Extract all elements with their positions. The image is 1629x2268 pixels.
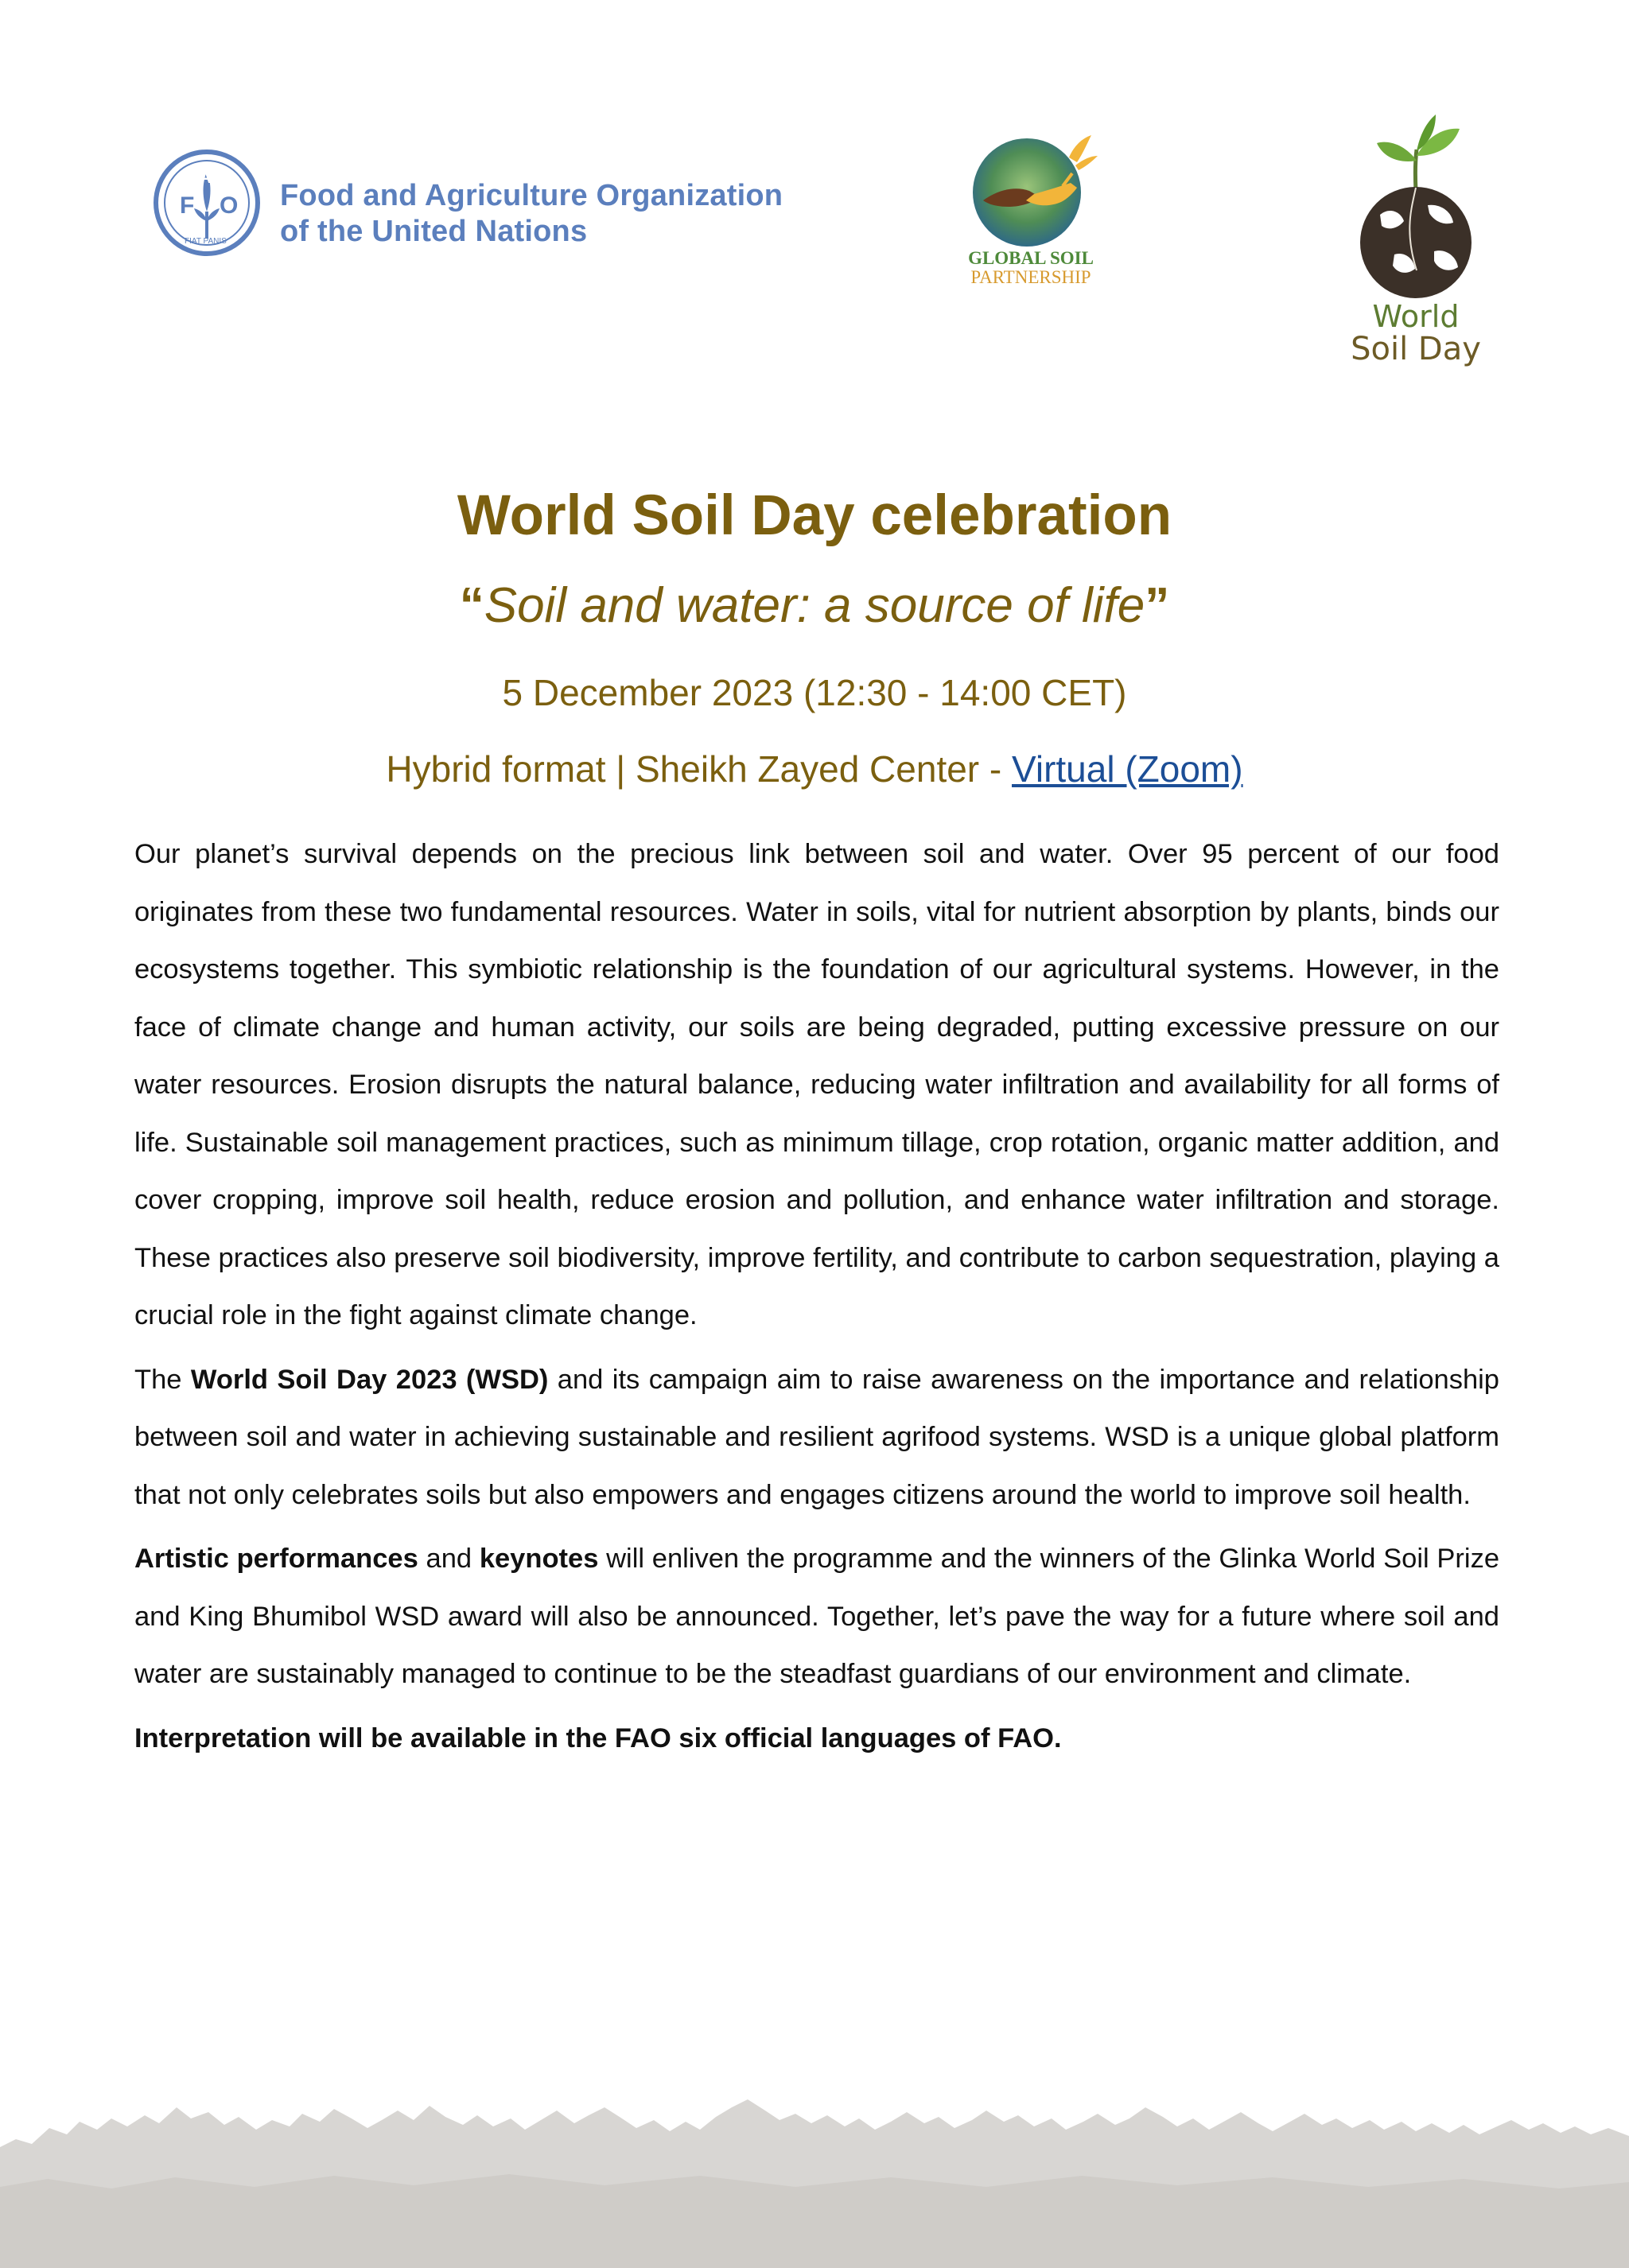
fao-name-line1: Food and Agriculture Organization [280,179,783,212]
wsd-2023-bold: World Soil Day 2023 (WSD) [190,1364,549,1395]
artistic-performances-bold: Artistic performances [134,1544,418,1574]
event-date: 5 December 2023 (12:30 - 14:00 CET) [502,672,1127,713]
document-body [134,825,1499,1773]
wsd-name-line2: Soil Day [1351,331,1481,367]
fao-motto: FIAT PANIS [185,237,227,246]
paragraph-intro: Our planet’s survival depends on the precious link between soil and water. Over 95 percent of our food originates from these two fundamental resources. Water in soils, vital for nutrient absorption by plants, binds our ecosystems together. This symbiotic relationship is the foundation of our agricultural systems. However, in the face of climate change and human activity, our soils are being degraded, putting excessive pressure on our water resources. Erosion disrupts the natural balance, reducing water infiltration and availability for all forms of life. Sustainable soil management practices, such as minimum tillage, crop rotation, organic matter addition, and cover cropping, improve soil health, reduce erosion and pollution, and enhance water infiltration and storage. These practices also preserve soil biodiversity, improve fertility, and contribute to carbon sequestration, playing a crucial role in the fight against climate change. [134,839,1499,1330]
subtitle-text: Soil and water: a source of life [484,578,1145,633]
paragraph-wsd-rest: and its campaign aim to raise awareness on the importance and relationship between soil and water in achieving sustainable and resilient agrifood systems. WSD is a unique global platform that not only celebrates soils but also empowers and engages citizens around the world to improve soil health. [134,1364,1499,1510]
interpretation-note: Interpretation will be available in the FAO six official languages of FAO. [134,1722,1062,1753]
paragraph-interpretation [134,1710,1499,1768]
paragraph-programme-and: and [418,1544,480,1574]
gsp-name-line2: PARTNERSHIP [970,267,1091,287]
subtitle-open-quote: “ [459,578,484,633]
gsp-logo [939,127,1129,298]
paragraph-programme [134,1530,1499,1703]
subtitle-close-quote: ” [1145,578,1170,633]
handshake-globe-icon [967,127,1098,247]
zoom-link[interactable]: Virtual (Zoom) [1012,748,1243,790]
fao-letter-a: A [199,167,212,187]
event-format-label: Hybrid format | Sheikh Zayed Center - [386,748,1013,790]
fao-emblem-icon [151,145,262,261]
paragraph-wsd [134,1351,1499,1524]
fao-name-line2: of the United Nations [280,215,588,248]
sprout-globe-icon [1348,111,1483,302]
keynotes-bold: keynotes [479,1544,599,1574]
world-soil-day-logo [1348,111,1483,382]
gsp-name-line1: GLOBAL SOIL [968,248,1094,268]
wsd-name-line1: World [1372,299,1460,334]
fao-letter-f: F [180,192,195,219]
paragraph-wsd-lead: The [134,1364,191,1395]
paragraph-programme-rest: will enliven the programme and the winners of the Glinka World Soil Prize and King Bhumibol WSD award will also be announced. Together, let’s pave the way for a future where soil and water are sustainably managed to continue to be the steadfast guardians of our environment and climate. [134,1544,1500,1689]
event-subtitle [0,577,1629,634]
event-format [0,748,1629,790]
soil-decoration [0,2052,1629,2268]
fao-letter-o: O [220,192,239,219]
page-title: World Soil Day celebration [457,484,1172,547]
fao-logo [151,145,783,272]
